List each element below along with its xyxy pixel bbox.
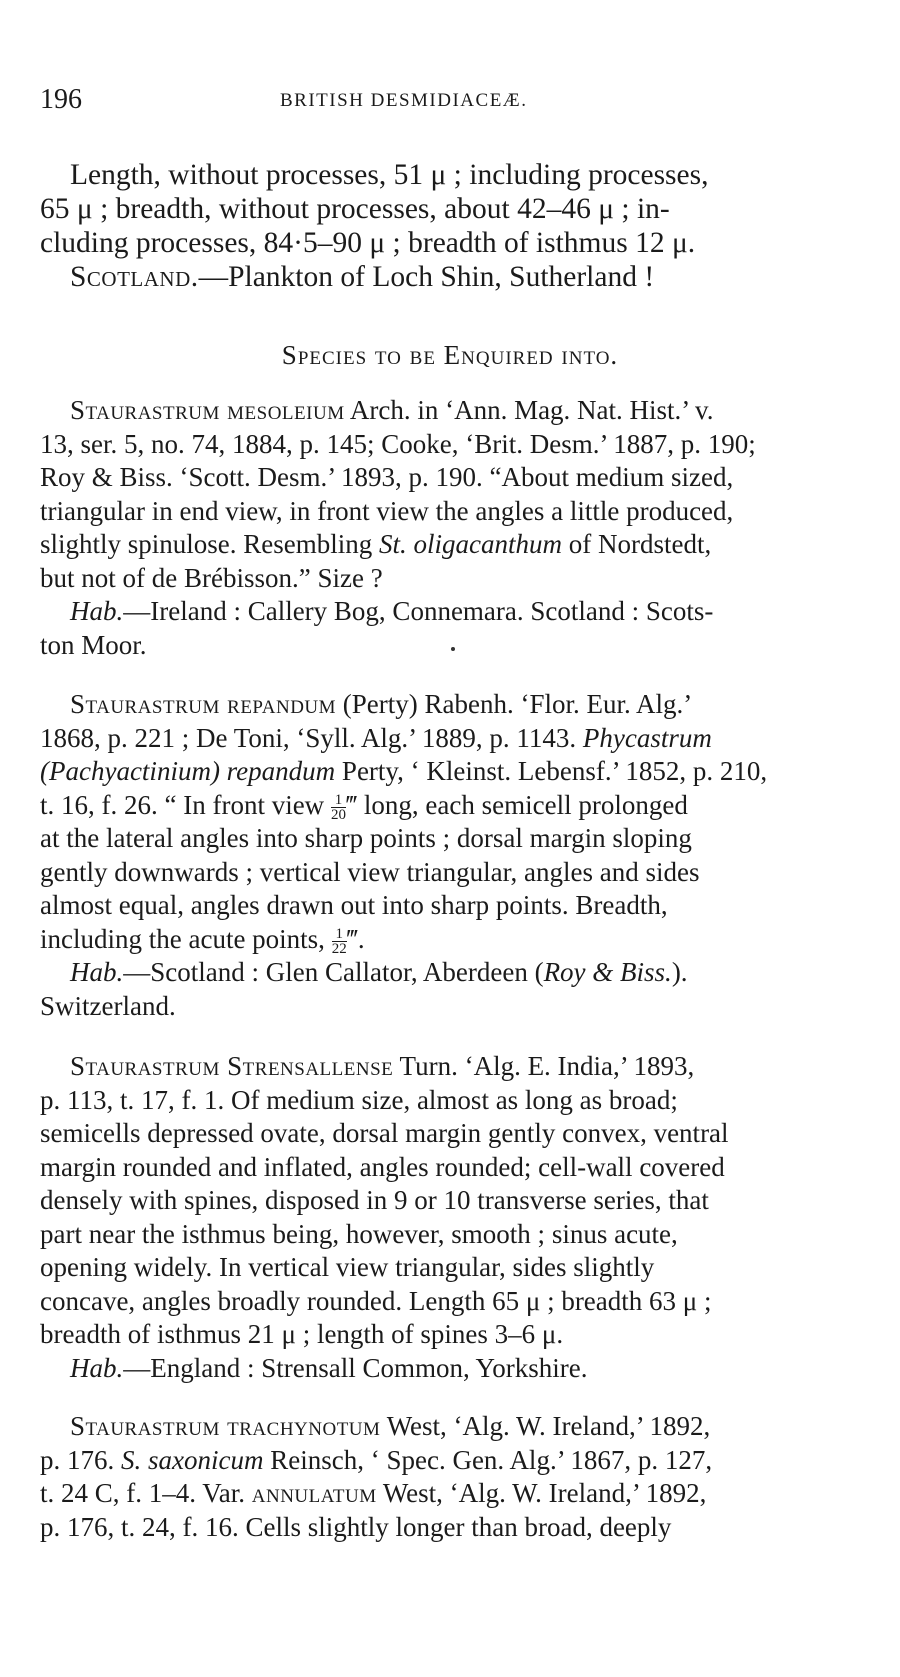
text-line: triangular in end view, in front view the angles a little produced, <box>40 495 734 526</box>
species-italic: S. saxonicum <box>121 1444 264 1475</box>
text-line: gently downwards ; vertical view triangular, angles and sides <box>40 856 700 887</box>
species-name: Staurastrum mesoleium <box>70 395 345 425</box>
genus-italic: Phycastrum <box>582 722 712 753</box>
text-line: p. 113, t. 17, f. 1. Of medium size, almost as long as broad; <box>40 1084 678 1115</box>
habitat-text: —Scotland : Glen Callator, Aberdeen ( <box>123 957 544 987</box>
habitat-line <box>40 1352 860 1386</box>
text-line: margin rounded and inflated, angles rounded; cell-wall covered <box>40 1151 725 1182</box>
fraction <box>332 927 347 956</box>
fraction-denominator: 22 <box>331 940 347 957</box>
text-line: cluding processes, 84·5–90 μ ; breadth of isthmus 12 μ. <box>40 227 696 259</box>
text-line: semicells depressed ovate, dorsal margin gently convex, ventral <box>40 1118 729 1148</box>
text-run: 1868, p. 221 ; De Toni, ‘Syll. Alg.’ 1889, p. 1143. <box>40 722 583 753</box>
section-heading: Species to be Enquired into. <box>281 340 619 370</box>
citation-text: West, ‘Alg. W. Ireland,’ 1892, <box>380 1411 711 1441</box>
text-line: 13, ser. 5, no. 74, 1884, p. 145; Cooke, ‘Brit. Desm.’ 1887, p. 190; <box>40 428 756 459</box>
text-line: Switzerland. <box>40 990 176 1021</box>
text-line <box>40 528 860 562</box>
text-run: Perty, ‘ Kleinst. Lebensf.’ 1852, p. 210, <box>335 756 768 786</box>
entry-title-line <box>40 394 860 428</box>
region-label: Scotland. <box>70 261 199 293</box>
text-run: t. 16, f. 26. “ In front view <box>40 789 331 820</box>
entry-title-line <box>40 1410 860 1444</box>
fraction-numerator: 1 <box>331 793 346 808</box>
citation-text: Turn. ‘Alg. E. India,’ 1893, <box>393 1051 695 1081</box>
fraction-numerator: 1 <box>332 927 347 942</box>
text-line: Roy & Biss. ‘Scott. Desm.’ 1893, p. 190. “About medium sized, <box>40 462 734 492</box>
entry-title-line <box>40 1050 860 1084</box>
text-line: 65 μ ; breadth, without processes, about 42–46 μ ; in- <box>40 193 670 225</box>
species-name: Staurastrum repandum <box>70 689 337 719</box>
hab-label: Hab. <box>70 596 124 626</box>
text-line: almost equal, angles drawn out into sharp points. Breadth, <box>40 890 668 920</box>
species-italic: (Pachyactinium) repandum <box>40 756 336 786</box>
entry-mesoleium <box>40 394 860 662</box>
text-line: ton Moor. <box>40 629 147 660</box>
text-run: West, ‘Alg. W. Ireland,’ 1892, <box>376 1478 707 1508</box>
hab-label: Hab. <box>70 957 124 987</box>
entry-trachynotum <box>40 1410 860 1544</box>
entry-title-line <box>40 688 860 722</box>
page-header <box>40 84 860 118</box>
text-line <box>40 923 860 957</box>
text-line: breadth of isthmus 21 μ ; length of spines 3–6 μ. <box>40 1319 564 1349</box>
citation-text: (Perty) Rabenh. ‘Flor. Eur. Alg.’ <box>336 689 693 719</box>
text-run: t. 24 C, f. 1–4. Var. <box>40 1478 252 1508</box>
text-run: ‴ long, each semicell prolonged <box>345 789 688 820</box>
text-line: Length, without processes, 51 μ ; including processes, <box>70 159 709 191</box>
text-line <box>40 1477 860 1511</box>
text-run: slightly spinulose. Resembling <box>40 529 380 559</box>
authority-italic: Roy & Biss. <box>543 957 672 987</box>
text-line <box>40 789 860 823</box>
text-run: including the acute points, <box>40 923 332 954</box>
citation-text: Arch. in ‘Ann. Mag. Nat. Hist.’ v. <box>344 395 714 425</box>
page-number: 196 <box>40 84 82 115</box>
text-line <box>40 755 860 789</box>
habitat-text: —Plankton of Loch Shin, Sutherland ! <box>198 261 655 293</box>
fraction <box>331 793 346 822</box>
running-head: BRITISH DESMIDIACEÆ. <box>280 90 528 111</box>
text-line: p. 176, t. 24, f. 16. Cells slightly longer than broad, deeply <box>40 1511 672 1542</box>
species-name: Staurastrum trachynotum <box>70 1411 381 1441</box>
habitat-line <box>40 595 860 629</box>
text-line: but not of de Brébisson.” Size ? <box>40 562 383 593</box>
text-line: part near the isthmus being, however, smooth ; sinus acute, <box>40 1218 678 1249</box>
habitat-text: —Ireland : Callery Bog, Connemara. Scotland : Scots- <box>123 596 714 626</box>
intro-paragraph <box>40 158 860 294</box>
text-line <box>40 1444 860 1478</box>
entry-strensallense <box>40 1050 860 1385</box>
habitat-text: —England : Strensall Common, Yorkshire. <box>123 1352 588 1383</box>
habitat-line <box>40 260 860 294</box>
entry-repandum <box>40 688 860 1023</box>
variety-name: annulatum <box>251 1478 377 1508</box>
text-run: Reinsch, ‘ Spec. Gen. Alg.’ 1867, p. 127, <box>263 1444 713 1475</box>
text-line: densely with spines, disposed in 9 or 10 transverse series, that <box>40 1185 709 1215</box>
ink-speck <box>451 647 455 651</box>
text-run: of Nordstedt, <box>562 529 712 559</box>
text-run: ‴. <box>346 923 365 954</box>
habitat-line <box>40 956 860 990</box>
text-line <box>40 722 860 756</box>
text-line: concave, angles broadly rounded. Length 65 μ ; breadth 63 μ ; <box>40 1285 712 1316</box>
fraction-denominator: 20 <box>330 806 346 823</box>
species-italic: St. oligacanthum <box>379 529 563 559</box>
text-run: p. 176. <box>40 1444 121 1475</box>
hab-label: Hab. <box>70 1352 124 1383</box>
text-line: opening widely. In vertical view triangular, sides slightly <box>40 1252 655 1282</box>
text-line: at the lateral angles into sharp points ; dorsal margin sloping <box>40 823 692 853</box>
species-name: Staurastrum Strensallense <box>70 1051 394 1081</box>
text-run: ). <box>671 957 688 987</box>
